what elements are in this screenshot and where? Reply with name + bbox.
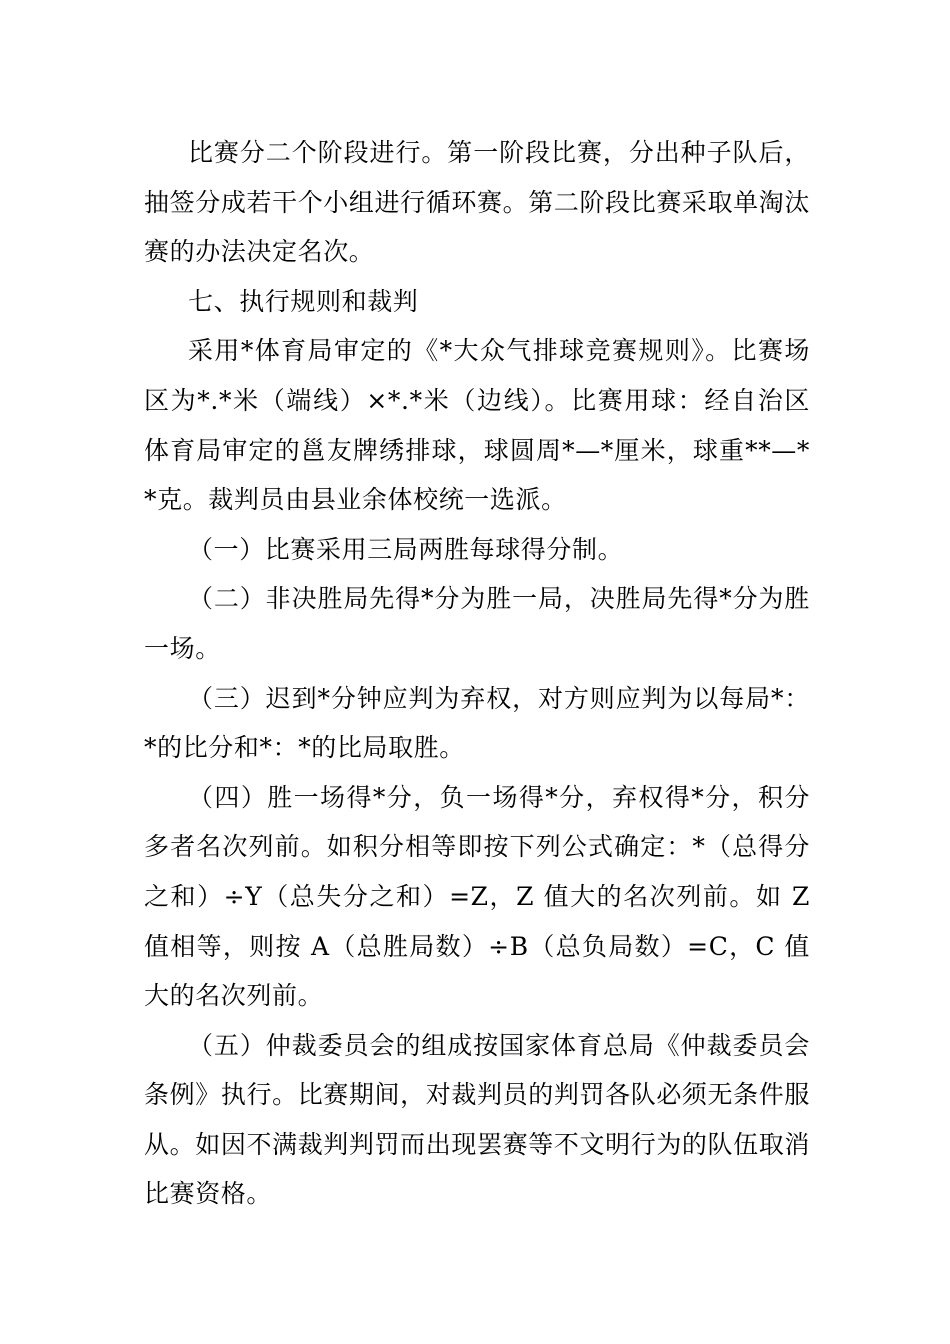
document-body bbox=[144, 128, 810, 1219]
paragraph-item-5-arbitration: （五）仲裁委员会的组成按国家体育总局《仲裁委员会条例》执行。比赛期间，对裁判员的判罚各队必须无条件服从。如因不满裁判判罚而出现罢赛等不文明行为的队伍取消比赛资格。 bbox=[144, 1030, 810, 1209]
section-heading-rules-and-referees: 七、执行规则和裁判 bbox=[188, 286, 419, 316]
paragraph-item-1-scoring: （一）比赛采用三局两胜每球得分制。 bbox=[188, 534, 624, 564]
paragraph-item-3-forfeit: （三）迟到*分钟应判为弃权，对方则应判为以每局*：*的比分和*：*的比局取胜。 bbox=[144, 683, 810, 763]
paragraph-item-4-ranking: （四）胜一场得*分，负一场得*分，弃权得*分，积分多者名次列前。如积分相等即按下列公式确定：*（总得分之和）÷Y（总失分之和）=Z，Z 值大的名次列前。如 Z 值相等，则按 A（总胜局数）÷B（总负局数）=C，C 值大的名次列前。 bbox=[144, 782, 810, 1011]
paragraph-item-2-winning-points: （二）非决胜局先得*分为胜一局，决胜局先得*分为胜一场。 bbox=[144, 584, 810, 663]
paragraph-rules-court-ball: 采用*体育局审定的《*大众气排球竞赛规则》。比赛场区为*.*米（端线）×*.*米（边线）。比赛用球：经自治区体育局审定的邕友牌绣排球，球圆周*—*厘米，球重**—**克。裁判员由县业余体校统一选派。 bbox=[144, 336, 810, 515]
paragraph-competition-stages: 比赛分二个阶段进行。第一阶段比赛，分出种子队后，抽签分成若干个小组进行循环赛。第二阶段比赛采取单淘汰赛的办法决定名次。 bbox=[144, 138, 810, 267]
